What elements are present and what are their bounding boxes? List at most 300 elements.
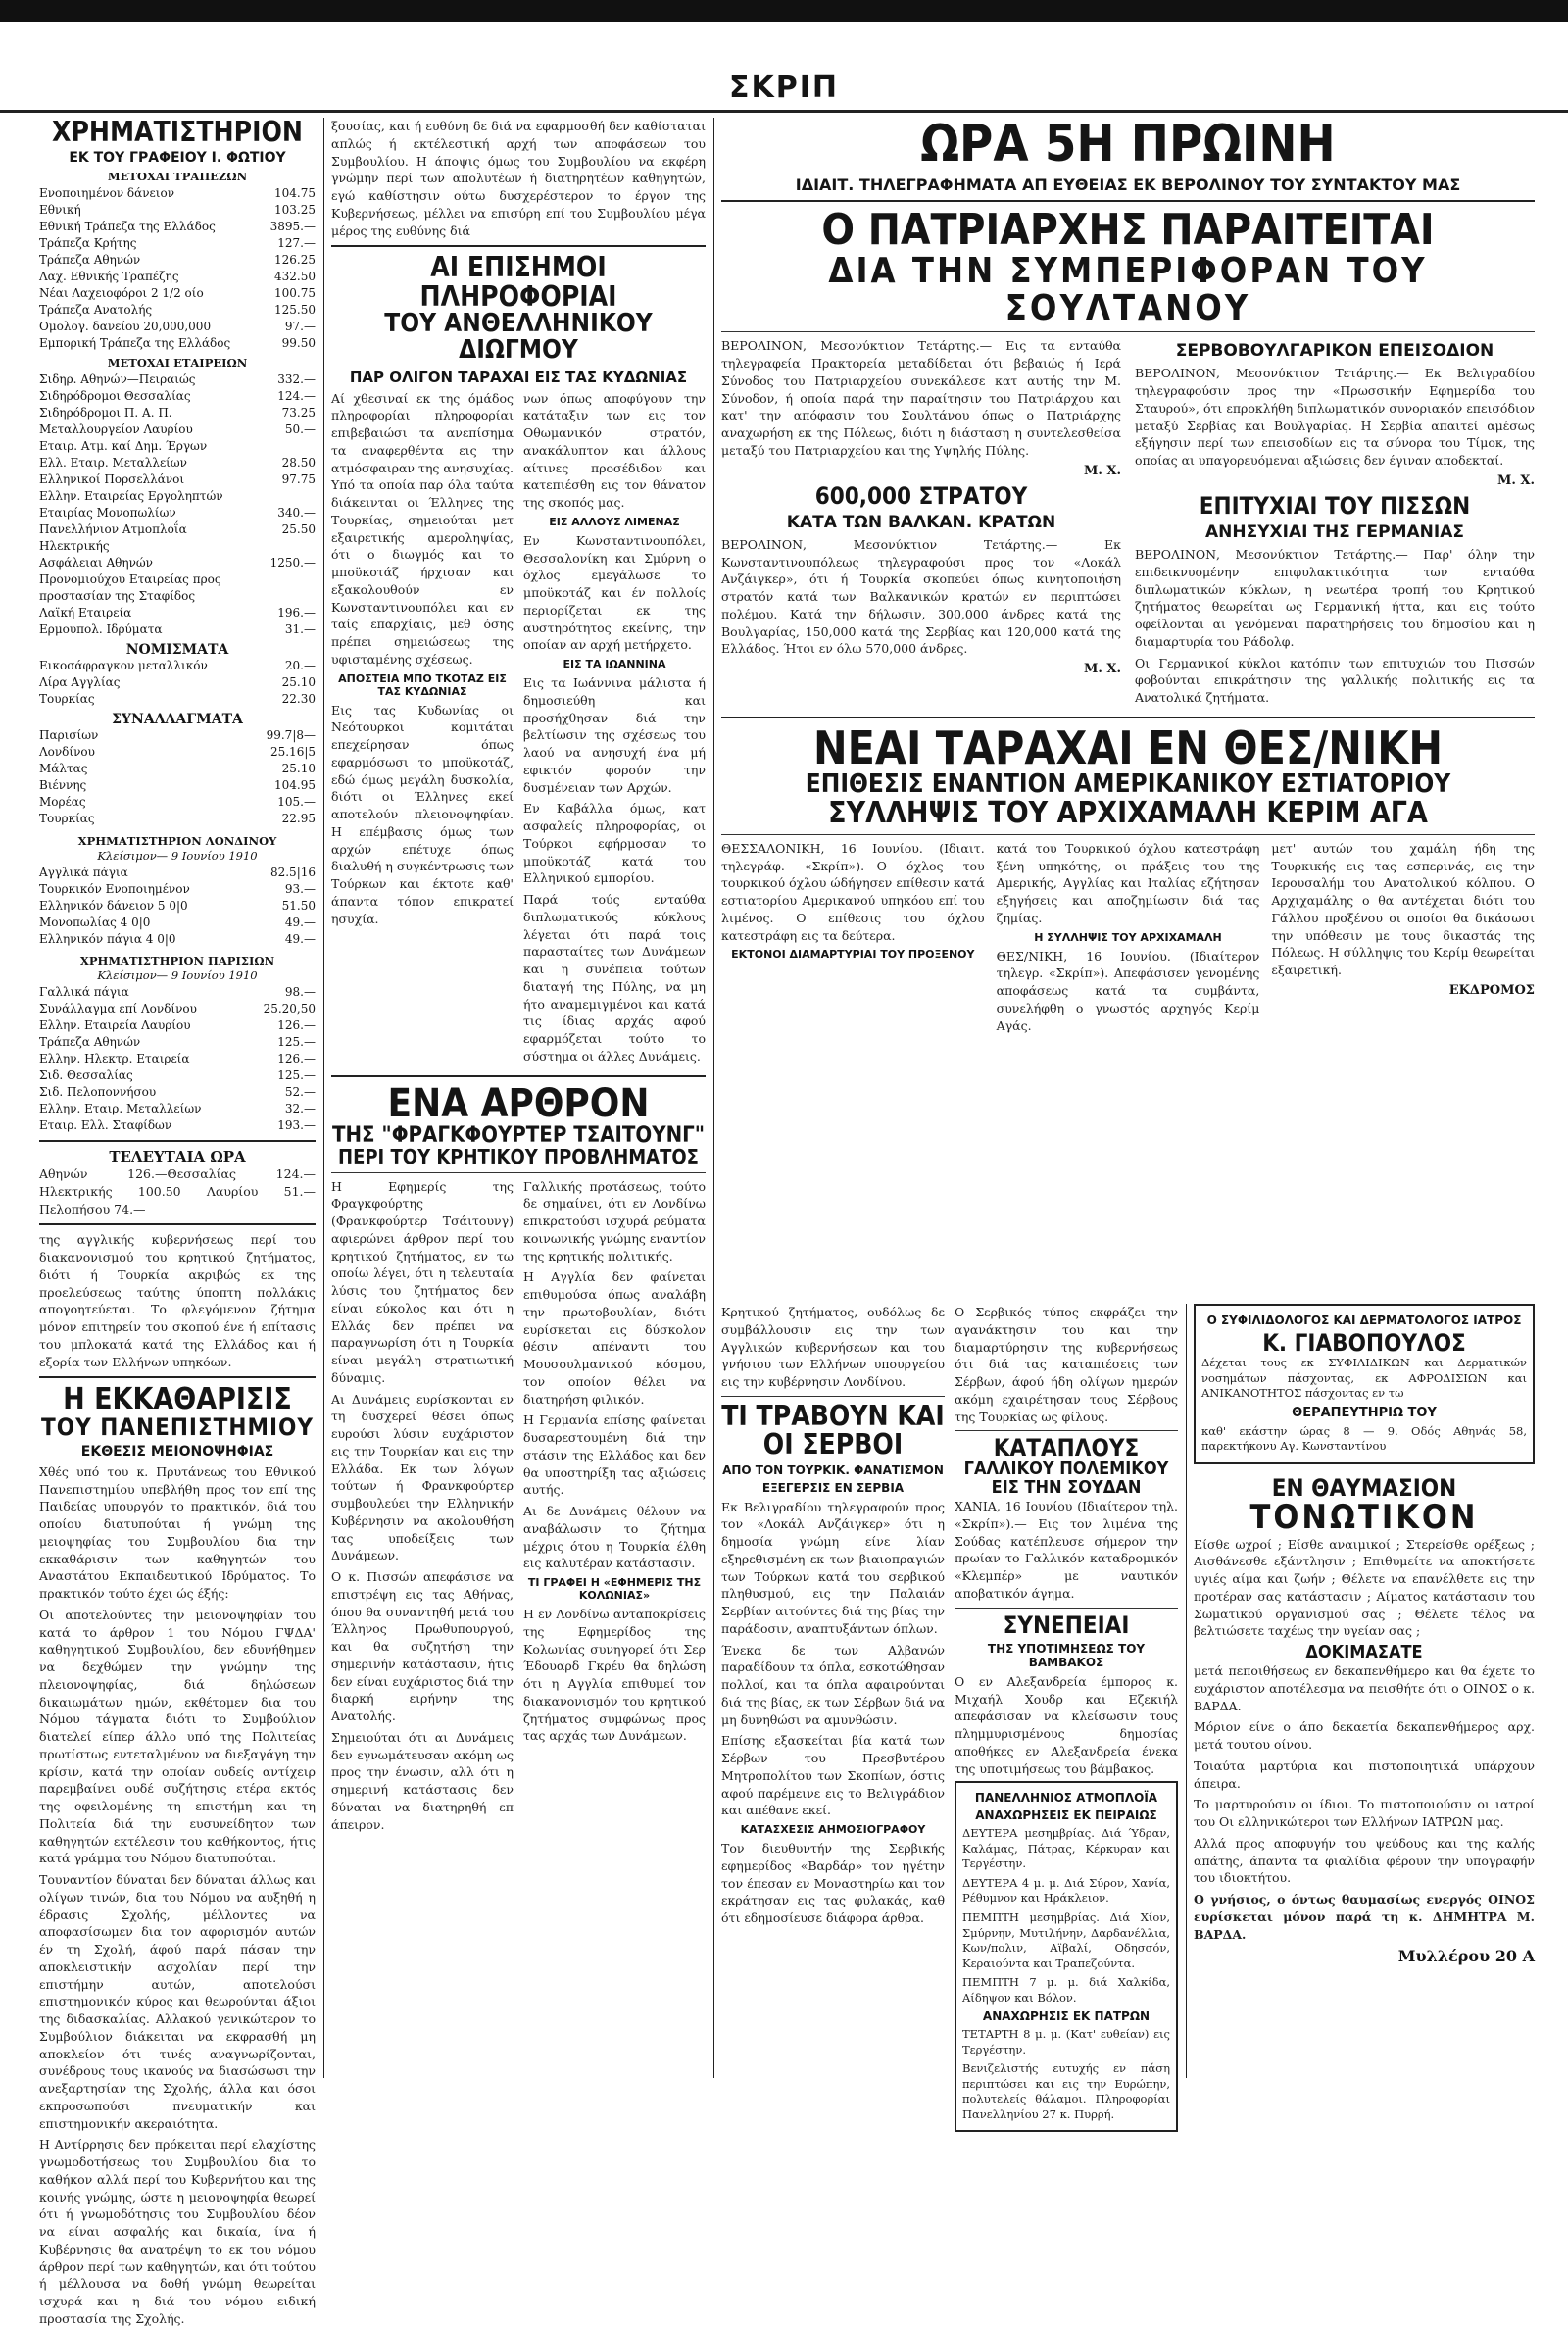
row-label: Ελλην. Εταιρ. Μεταλλείων [39,1101,202,1115]
shipping-subheadline-2: ΑΝΑΧΩΡΗΣΙΣ ΕΚ ΠΑΤΡΩΝ [982,2009,1151,2024]
divider [721,1396,945,1397]
row-label: Ερμουπολ. Ιδρύματα [39,622,163,637]
doctor-clinic: ΘΕΡΑΠΕΥΤΗΡΙΩ ΤΟΥ [1292,1405,1437,1420]
table-row [39,471,316,488]
paragraph: Η εν Λονδίνω ανταποκρίσεις της Εφημερίδος της Κολωνίας συνηγορεί ότι Σερ Έδουαρδ Γκρέυ θα δηλώση ότι η Αγγλία επιθυμεί τον διακανονισμόν του κρητικού ζητήματος συμφώνως προς τας αρχάς των Δυνάμεων. [523,1607,706,1744]
fleet-headline: ΚΑΤΑΠΛΟΥΣ [993,1434,1140,1462]
table-row [39,252,316,269]
paragraph: Εν Καβάλλα όμως, κατ ασφαλείς πληροφορίας, οι Τούρκοι εφήρμοσαν το μποϋκοτάζ κατά του Ελληνικού εμπορίου. [523,801,706,886]
cotton-subheadline: ΤΗΣ ΥΠΟΤΙΜΗΣΕΩΣ ΤΟΥ ΒΑΜΒΑΚΟΣ [987,1641,1146,1669]
university-paragraph: Χθές υπό του κ. Πρυτάνεως του Εθνικού Πανεπιστημίου υπεβλήθη προς τον επί της Παιδείας υπουργόν το πρακτικόν, διά του οποίου διατυπούται ή γνώμη της μειοψηφίας του Συμβουλίου δια την εκκαθάρισιν των καθηγητών του Αναστάτου Εκπαιδευτικού Ιδρύματος. Το πρακτικόν τούτο έχει ώς έξής: [39,1463,316,1602]
table-row [39,202,316,219]
paris-table [39,984,316,1134]
row-value [272,488,316,505]
article-right [523,1178,706,1838]
tonic-address: Μυλλέρου 20 Α [1397,1947,1535,1966]
divider [955,1608,1178,1609]
tonic-test-heading: ΔΟΚΙΜΑΣΑΤΕ [1305,1642,1423,1663]
row-label: Μονοπωλίας 4 0|0 [39,915,151,929]
signature: Μ. Χ. [1083,662,1121,677]
row-value: 31.— [284,622,316,637]
column-rule [323,118,324,2078]
table-row [39,744,316,761]
row-value: 52.— [284,1084,316,1099]
currency-table [39,658,316,708]
fleet-subheadline-1: ΓΑΛΛΙΚΟΥ ΠΟΛΕΜΙΚΟΥ [963,1459,1169,1480]
row-label: Πανελλήνιον Ατμοπλοΐα [39,522,187,537]
early-hour-subheadline: ΙΔΙΑΙΤ. ΤΗΛΕΓΡΑΦΗΜΑΤΑ ΑΠ ΕΥΘΕΙΑΣ ΕΚ ΒΕΡΟΛΙΝΟΥ ΤΟΥ ΣΥΝΤΑΚΤΟΥ ΜΑΣ [795,174,1461,194]
subheading: ΕΚΤΟΝΟΙ ΔΙΑΜΑΡΤΥΡΙΑΙ ΤΟΥ ΠΡΟΞΕΝΟΥ [731,948,975,962]
article-left [331,1178,514,1838]
telegram-right [1135,337,1535,710]
persecution-headline-2: ΤΟΥ ΑΝΘΕΛΛΗΝΙΚΟΥ ΔΙΩΓΜΟΥ [384,309,653,366]
article-continuation: της αγγλικής κυβερνήσεως περί του διακανονισμού του κρητικού ζητήματος, διότι ή Τουρκία ακριβώς εκ της προελεύσεως ταύτης ύποπτη πολλάκις απογοητεύεται. Το φλεγόμενον ζήτημα μόνον επιτηρείν του σκοπού ένε ή επίτασις του μπλοκατά κατά της Ελλάδος και ή εξορία των Ελλήνων υπηκόων. [39,1232,316,1369]
row-label: Σιδηρ. Αθηνών—Πειραιώς [39,371,196,386]
table-row [39,371,316,388]
row-label: Ελλ. Εταιρ. Μεταλλείων [39,455,187,470]
table-row [39,388,316,405]
scan-top-border [0,0,1568,22]
signature: ΕΚΔΡΟΜΟΣ [1448,982,1536,998]
row-value: 432.50 [274,270,316,284]
divider [39,1376,316,1378]
paragraph: Εκ Βελιγραδίου τηλεγραφούν προς τον «Λοκάλ Ανζάιγκερ» ότι η δημοσία γνώμη είνε λίαν εξηρεθισμένη εκ των βιαιοπραγιών των Τούρκων κατά του σερβικού πληθυσμού, εις την Παλαιάν Σερβίαν αιτούντες διά της βίας την παράδοσιν, αναπτυξάντων όπλων. [721,1499,945,1636]
row-value: 104.75 [274,185,316,200]
divider [331,1172,706,1173]
divider [39,1223,316,1225]
table-row [39,915,316,931]
row-label: Μεταλλουργείον Λαυρίου [39,421,193,436]
fleet-subheadline-2: ΕΙΣ ΤΗΝ ΣΟΥΔΑΝ [991,1477,1142,1499]
continued-text: ξουσίας, και ή ευθύνη δε διά να εφαρμοσθή δεν καθίσταται απλώς ή εκτέλεστική αρχή των αποφάσεων του Συμβουλίου. Η άποψις όμως του Συμβουλίου να εκφέρη γνώμην περί των απολυτέων ή διατηρητέων καθηγητών, εγώ καθίστησιν ούτω δυσχερέστερον το έργον της Κυβερνήσεως, μέλλει να επισύρη επί του Συμβουλίου μέγα μέρος της ευθύνης διά [331,119,706,238]
row-label: Εταιρ. Ατμ. καί Δημ. Έργων [39,438,208,453]
shipping-line: ΔΕΥΤΕΡΑ μεσημβρίας. Διά Ύδραν, Καλάμας, Πάτρας, Κέρκυραν και Τεργέστην. [962,1826,1170,1871]
row-label: Σιδ. Πελοποννήσου [39,1084,157,1099]
row-label: Λαϊκή Εταιρεία [39,606,132,620]
row-value: 25.20,50 [263,1001,316,1015]
table-row [39,269,316,285]
row-value: 196.— [277,606,316,620]
paragraph: ΘΕΣ/ΝΙΚΗ, 16 Ιουνίου. (Ιδιαίτερον τηλεγρ. «Σκρίπ»). Απεφάσισεν γενομένης αποφάσεως κατά τα συμβάντα, συνελήφθη ο γνωστός αρχηγός Κερίμ Αγάς. [996,948,1260,1033]
paragraph: Αι Δυνάμεις ευρίσκονται εν τη δυσχερεί θέσει όπως ευρούσι λύσιν ευχάριστον εις την Τουρκίαν και εις την Ελλάδα. Εκ των λόγων τούτων ή Φρανκφούρτερ συμβουλεύει την Ελληνικήν Κυβέρνησιν να ακολουθήση τας υποδείξεις των Δυνάμεων. [331,1391,514,1563]
paragraph: Αλλά προς αποφυγήν του ψεύδους και της καλής απάτης, άπαντα τα φιαλίδια φέρουν την υπογραφήν του ιδιοκτήτου. [1194,1835,1535,1886]
shipping-headline: ΠΑΝΕΛΛΗΝΙΟΣ ΑΤΜΟΠΛΟΪΑ [974,1791,1158,1806]
row-value: 82.5|16 [270,865,316,879]
subheading: ΚΑΤΑΣΧΕΣΙΣ ΑΗΜΟΣΙΟΓΡΑΦΟΥ [740,1823,926,1837]
lower-news-right [955,1304,1178,2132]
university-paragraph: Οι αποτελούντες την μειονοψηφίαν του κατά το άρθρον 1 του Νόμου ΓΨΔΑ' καθηγητικού Συμβουλίου, δεν εδυνήθημεν να δεχθώμεν την γνώμην της πλειονοψηφίας, διά δηλώσεων δικαιωμάτων ημών, εκθέτομεν δια του Νόμου τάγματα διότι το Συμβούλιον διατελεί είπερ άλλο υπό της Πολιτείας πρωτίστως εντεταλμένον να διεξαγάγη την κρίσιν, κατά την οποίαν ουδείς αντίχειρ παρεμβαίνει ουδέ συζήτησις ετέρα εκτός της οφειλομένης τη επιστήμη και τη Πολιτεία διά την ευσυνείδητον των καθηγητών εκτέλεσιν του καθήκοντος, ήτις κατά γράμμα του Νόμου διατυπούται. [39,1607,316,1866]
lower-news-left [721,1304,945,2132]
serb-bulgar-headline: ΣΕΡΒΟΒΟΥΛΓΑΡΙΚΟΝ ΕΠΕΙΣΟΔΙΟΝ [1175,341,1494,362]
table-row [39,455,316,471]
row-label: Βιέννης [39,778,87,793]
doctor-hours: καθ' εκάστην ώρας 8 — 9. Οδός Αθηνάς 58, παρεκτήκονυ Αγ. Κωνσταντίνου [1201,1423,1527,1454]
row-value: 1250.— [270,556,316,570]
table-row [39,335,316,352]
row-value: 22.30 [281,692,316,707]
paragraph: Γαλλικής προτάσεως, τούτο δε σημαίνει, ότι εν Λονδίνω επικρατούσι ισχυρά ρεύματα κοινωνικής γνώμης εναντίον της κρητικής πολιτικής. [523,1178,706,1263]
table-row [39,319,316,335]
persecution-right [523,390,706,1069]
paragraph: μετά πεποιθήσεως εν δεκαπενθήμερο και θα έχετε το ευχάριστον αποτέλεσμα να πεισθήτε ότι ο ΟΙΝΟΣ ο κ. ΒΑΡΔΑ. [1194,1663,1535,1713]
row-value: 99.7|8— [266,728,316,743]
article-title: ΕΝΑ ΑΡΘΡΟΝ [387,1080,650,1126]
row-value: 103.25 [274,202,316,217]
army-subheadline: ΚΑΤΑ ΤΩΝ ΒΑΛΚΑΝ. ΚΡΑΤΩΝ [786,512,1056,532]
persecution-body [331,390,706,1069]
row-value: 125.— [277,1067,316,1082]
table-row [39,865,316,881]
row-label: Τράπεζα Ανατολής [39,303,153,318]
paragraph: μετ' αυτών του χαμάλη ήδη της Τουρκικής εις τας εσπερινάς, εις την Ιερουσαλήμ του Ανατολικού κόλπου. Ο Αρχιχαμάλης ο θα αντέχεται διότι του Γάλλου προξένου οι οποίοι θα δικάσωσι την υπόθεσιν με τους δικαστάς της Πόλεως. Η σύλληψις του Κερίμ θεωρείται εξαιρετική. [1271,840,1536,978]
table-row [39,555,316,571]
divider [39,1140,316,1142]
row-label: Εικοσάφραγκον μεταλλικόν [39,659,208,673]
persecution-subheadline: ΠΑΡ ΟΛΙΓΟΝ ΤΑΡΑΧΑΙ ΕΙΣ ΤΑΣ ΚΥΔΩΝΙΑΣ [349,368,688,386]
table-row [39,898,316,915]
table-row [39,571,316,605]
row-label: Ελλην. Εταιρείας Εργοληπτών [39,488,223,503]
row-value: 20.— [284,659,316,673]
row-value: 51.50 [281,898,316,913]
row-value: 105.— [277,795,316,810]
column-ads [1194,1304,1535,2078]
thessaloniki-col-c [1271,840,1535,1039]
row-label: Νέαι Λαχειοφόροι 2 1/2 οίο [39,286,204,301]
row-value: 98.— [284,984,316,999]
table-row [39,727,316,744]
paragraph: Εις τα Ιωάννινα μάλιστα ή δημοσιεύθη και προσήχθησαν διά την βελτίωσιν της σχέσεως του λαού να ανησυχή ένα μή εφικτόν φορούν την δυσμένειαν των Αρχών. [523,675,706,795]
shipping-line: ΠΕΜΠΤΗ μεσημβρίας. Διά Χίον, Σμύρνην, Μυτιλήνην, Δαρδανέλλια, Κων/πολιν, Αϊβαλί, Οδησσόν, Κεραιούντα και Τραπεζούντα. [962,1909,1170,1970]
row-label: Ελληνικοί Πορσελλάνοι [39,471,185,486]
paris-heading: ΧΡΗΜΑΤΙΣΤΗΡΙΟΝ ΠΑΡΙΣΙΩΝ [79,953,275,967]
paragraph: ΒΕΡΟΛΙΝΟΝ, Μεσονύκτιον Τετάρτης.— Παρ' όλην την επιδεικνυομένην επιφυλακτικότητα των ενταύθα διπλωματικών κύκλων, η νεωτέρα τροπή του Κρητικού ζητήματος θεωρείται ως Γερμανική ήττα, και εις τούτο οφείλονται αι γενόμεναι παρατηρήσεις του δημοσίου και η διαμαρτυρία του Ράδολφ. [1135,547,1535,649]
article-subtitle-2: ΠΕΡΙ ΤΟΥ ΚΡΗΤΙΚΟΥ ΠΡΟΒΛΗΜΑΤΟΣ [338,1144,699,1168]
table-row [39,1017,316,1034]
thessaloniki-col-a [721,840,985,1039]
paragraph: ΒΕΡΟΛΙΝΟΝ, Μεσονύκτιον Τετάρτης.— Εις τα ενταύθα τηλεγραφεία Πρακτορεία μεταδίδεται ότι βεβαιώς ή Ιερά Σύνοδος του Πατριαρχείου συνεκάλεσε κατ αυτής την Μ. Σύνοδον, ή οποία παρά την παραίτησιν του Πατριάρχου και κατ' την απόφασιν του Σουλτάνου όπως ο Πατριάρχης αναχωρήση εκ της Πόλεως, διότι η διάσταση η συντελεσθείσα μεταξύ του Πατριαρχείου και της Υψηλής Πύλης. [721,338,1121,458]
subheading: ΑΠΟΣΤΕΙΑ ΜΠΟ ΤΚΟΤΑΖ ΕΙΣ ΤΑΣ ΚΥΔΩΝΙΑΣ [338,671,507,698]
signature: Μ. Χ. [1083,463,1121,478]
row-label: Ελλην. Εταιρεία Λαυρίου [39,1017,191,1032]
table-row [39,505,316,521]
row-value: 97.75 [281,471,316,486]
table-row [39,235,316,252]
thessaloniki-subheadline-2: ΣΥΛΛΗΨΙΣ ΤΟΥ ΑΡΧΙΧΑΜΑΛΗ ΚΕΡΙΜ ΑΓΑ [828,796,1428,831]
row-label: Εταιρίας Μονοπωλίων [39,505,176,520]
table-row [39,984,316,1001]
row-value: 193.— [277,1117,316,1132]
paragraph: Ένεκα δε των Αλβανών παραδίδουν τα όπλα, εσκοτώθησαν πολλοί, και τα όπλα αφαιρούνται διά της βίας, εκ των Σέρβων διά να μη δυνηθώσι να αμυνθώσιν. [721,1642,945,1727]
row-label: Ελληνικόν πάγια 4 0|0 [39,931,176,946]
table-row [39,219,316,235]
row-label: Σιδ. Θεσσαλίας [39,1067,133,1082]
article-subtitle-1: ΤΗΣ "ΦΡΑΓΚΦΟΥΡΤΕΡ ΤΣΑΙΤΟΥΝΓ" [331,1122,706,1148]
companies-heading: ΜΕΤΟΧΑΙ ΕΤΑΙΡΕΙΩΝ [107,356,248,371]
shipping-advert [955,1781,1178,2132]
row-label: Λίρα Αγγλίας [39,675,121,690]
banks-heading: ΜΕΤΟΧΑΙ ΤΡΑΠΕΖΩΝ [107,170,248,184]
row-value [272,438,316,455]
paragraph: Ο Σερβικός τύπος εκφράζει την αγανάκτησιν του και την διαμαρτύρησιν της κυβερνήσεως ότι διά τας καταπιέσεις των Σέρβων, άφού ήδη ολίγων ημερών ακόμη εχαιρέτησαν τους Σέρβους της Τουρκίας ως φίλους. [955,1305,1178,1424]
table-row [39,761,316,777]
paragraph: ΘΕΣΣΑΛΟΝΙΚΗ, 16 Ιουνίου. (Ιδιαιτ. τηλεγράφ. «Σκρίπ»).—Ο όχλος του τουρκικού όχλου ώδήγησεν επίθεσιν κατά εστιατορίου Αμερικανού υπηκόου επί του λιμένος. Ο επίθεσις του όχλου κατεστράφη εις τα δεύτερα. [721,840,985,943]
column-rule [713,118,714,2078]
table-row [39,691,316,708]
patriarch-headline: Ο ΠΑΤΡΙΑΡΧΗΣ ΠΑΡΑΙΤΕΙΤΑΙ [821,204,1435,255]
pichon-headline: ΕΠΙΤΥΧΙΑΙ ΤΟΥ ΠΙΣΣΩΝ [1199,491,1471,520]
row-value: 73.25 [281,405,316,420]
row-label: Ελλην. Ηλεκτρ. Εταιρεία [39,1051,190,1065]
thessaloniki-headline: ΝΕΑΙ ΤΑΡΑΧΑΙ ΕΝ ΘΕΣ/ΝΙΚΗ [813,720,1443,774]
row-label: Συνάλλαγμα επί Λονδίνου [39,1001,197,1015]
university-subtitle: ΕΚΘΕΣΙΣ ΜΕΙΟΝΟΨΗΦΙΑΣ [80,1443,274,1460]
persecution-headline: ΑΙ ΕΠΙΣΗΜΟΙ ΠΛΗΡΟΦΟΡΙΑΙ [419,251,617,313]
thessaloniki-body [721,840,1535,1039]
row-value: 126.— [277,1051,316,1065]
last-hour-text: Αθηνών 126.—Θεσσαλίας 124.—Ηλεκτρικής 100.50 Λαυρίου 51.— Πελοπήσου 74.— [39,1166,316,1216]
patriarch-subheadline: ΔΙΑ ΤΗΝ ΣΥΜΠΕΡΙΦΟΡΑΝ ΤΟΥ ΣΟΥΛΤΑΝΟΥ [828,250,1428,328]
table-row [39,605,316,621]
divider [331,1075,706,1077]
article-body [331,1178,706,1838]
paragraph: Παρά τούς ενταύθα διπλωματικούς κύκλους λέγεται ότι παρά τοις παρασταίτες των Δυνάμεων και η συνέπεια τούτων διαταγή της Πύλης, να μη ήτο αναμεμιγμένοι και κατά τις ίδιας αρχάς αφού εφαρμόζεται τούτο το σύστημα οι άλλες Δυνάμεις. [523,892,706,1064]
divider [331,245,706,247]
row-value: 25.10 [281,675,316,690]
paragraph: Ο εν Αλεξανδρεία έμπορος κ. Μιχαήλ Χουδρ και Εζεκιήλ απεφάσισαν να κλείσωσιν τους πλημμυρισμένους δημοσίας αποθήκες εν Αλεξανδρεία ένεκα της υποτιμήσεως του βάμβακος. [955,1673,1178,1776]
masthead: ΣΚΡΙΠ [729,71,839,105]
divider [721,834,1535,835]
row-value: 49.— [284,931,316,946]
doctor-advert [1194,1304,1535,1464]
fx-heading: ΣΥΝΑΛΛΑΓΜΑΤΑ [112,712,243,728]
table-row [39,931,316,948]
table-row [39,1067,316,1084]
paragraph: Ο κ. Πισσών απεφάσισε να επιστρέψη εις τας Αθήνας, όπου θα συναντηθή μετά του Έλληνος Πρωθυπουργού, και θα συζητήση την σημερινήν κατάστασιν, ήτις δεν είναι ευχάριστος διά την διαρκή ειρήνην της Ανατολής. [331,1569,514,1724]
row-value: 49.— [284,915,316,929]
row-value: 25.50 [281,522,316,537]
divider [721,331,1535,332]
table-row [39,674,316,691]
army-headline: 600,000 ΣΤΡΑΤΟΥ [814,481,1028,510]
row-label: Εμπορική Τράπεζα της Ελλάδος [39,336,231,351]
row-label: Ηλεκτρικής [39,539,110,554]
fx-table [39,727,316,827]
row-label: Λαχ. Εθνικής Τραπέζης [39,270,179,284]
table-row [39,302,316,319]
shipping-line: ΤΕΤΑΡΤΗ 8 μ. μ. (Κατ' ευθείαν) εις Τεργέστην. [962,2027,1170,2056]
row-value: 125.— [277,1034,316,1049]
divider [721,200,1535,202]
column-articles [331,118,706,2078]
row-value: 3895.— [270,219,316,233]
row-label: Σιδηρόδρομοι Π. Α. Π. [39,405,172,420]
row-value: 50.— [284,421,316,436]
table-row [39,1051,316,1067]
row-label: Τουρκικόν Ενοποιημένον [39,881,190,896]
masthead-rule [0,110,1568,113]
companies-table [39,371,316,639]
exchange-subtitle: ΕΚ ΤΟΥ ΓΡΑΦΕΙΟΥ Ι. ΦΩΤΙΟΥ [69,150,286,167]
table-row [39,621,316,638]
university-paragraph: Η Αντίρρησις δεν πρόκειται περί ελαχίστης γνωμοδοτήσεως του Συμβουλίου δια το καθήκον αλλά περί του Κυβερνήτου και της κοινής γνώμης, ώστε η μειονοψηφία θεωρεί ότι ή γνωμοδότησις του Συμβουλίου δέον να είναι ασφαλής και δικαία, ίνα ή Κυβέρνησις θα ανατρέψη το εκ του νόμου άρθρον περί των καθηγητών, και ότι τούτου ή μέλλουσα να δοθή γνώμη θεωρείται ισχυρά και η διά του νόμου ειδική προστασία της Σχολής. [39,2137,316,2326]
table-row [39,811,316,827]
column-telegrams [721,115,1536,1294]
paragraph: Οι Γερμανικοί κύκλοι κατόπιν των επιτυχιών του Πισσών φοβούνται επικράτησιν της γαλλικής πολιτικής εις τα Ανατολικά ζητήματα. [1135,655,1535,706]
tonic-headline-1: ΕΝ ΘΑΥΜΑΣΙΟΝ [1271,1473,1457,1502]
shipping-subheadline: ΑΝΑΧΩΡΗΣΕΙΣ ΕΚ ΠΕΙΡΑΙΩΣ [975,1808,1157,1823]
row-value: 93.— [284,881,316,896]
row-label: Τράπεζα Αθηνών [39,1034,141,1049]
table-row [39,777,316,794]
row-label: Εταιρ. Ελλ. Σταφίδων [39,1117,172,1132]
table-row [39,185,316,202]
doctor-title: Ο ΣΥΦΙΛΙΔΟΛΟΓΟΣ ΚΑΙ ΔΕΡΜΑΤΟΛΟΓΟΣ ΙΑΤΡΟΣ [1206,1313,1522,1327]
row-label: Τουρκίας [39,812,95,826]
exchange-title: ΧΡΗΜΑΤΙΣΤΗΡΙΟΝ [52,116,303,148]
row-label: Προνομιούχου Εταιρείας προς προστασίαν της Σταφίδος [39,572,221,604]
column-exchange [39,116,316,2326]
thessaloniki-subheadline-1: ΕΠΙΘΕΣΙΣ ΕΝΑΝΤΙΟΝ ΑΜΕΡΙΚΑΝΙΚΟΥ ΕΣΤΙΑΤΟΡΙΟΥ [805,769,1451,800]
paragraph: ΧΑΝΙΑ, 16 Ιουνίου (Ιδιαίτερον τηλ. «Σκρίπ»).— Εις τον λιμένα της Σούδας κατέπλευσε σήμερον την πρωίαν το Γαλλικόν καταδρομικόν «Κλεμπέρ» με ναυτικόν αποβατικόν άγημα. [955,1499,1178,1601]
divider [721,717,1535,718]
tonic-headline-2: ΤΟΝΩΤΙΚΟΝ [1250,1497,1479,1537]
paragraph: Ο γνήσιος, ο όντως θαυμασίως ενεργός ΟΙΝΟΣ ευρίσκεται μόνον παρά τη κ. ΔΗΜΗΤΡΑ Μ. ΒΑΡΔΑ. [1194,1892,1535,1942]
table-row [39,538,316,555]
serbs-subheadline-2: ΕΞΕΓΕΡΣΙΣ ΕΝ ΣΕΡΒΙΑ [761,1480,905,1495]
serbs-subheadline: ΑΠΟ ΤΟΝ ΤΟΥΡΚΙΚ. ΦΑΝΑΤΙΣΜΟΝ [722,1462,944,1477]
early-hour-headline: ΩΡΑ 5Η ΠΡΩΙΝΗ [920,115,1336,173]
row-label: Ενοποιημένον δάνειον [39,185,174,200]
doctor-name: Κ. ΓΙΑΒΟΠΟΥΛΟΣ [1262,1329,1466,1357]
row-label: Τράπεζα Κρήτης [39,236,137,250]
paragraph: Τοιαύτα μαρτύρια και πιστοποιητικά υπάρχουν άπειρα. [1194,1758,1535,1791]
paragraph: Εις τας Κυδωνίας οι Νεότουρκοι κομιτάται επεχείρησαν όπως εφαρμόσωσι το μποϋκοτάζ, εδώ όμως μεγάλη δυσκολία, διότι οι Έλληνες εκεί αποτελούν πλειονοψηφίαν. Η επέμβασις όμως των αρχών επέτυχε όπως διαλυθή η συγκέντρωσις των Τούρκων και έκτοτε καθ' άπαντα τόπον επικρατεί ησυχία. [331,702,514,926]
currency-heading: ΝΟΜΙΣΜΑΤΑ [125,642,229,659]
paris-date: Κλείσιμον— 9 Ιουνίου 1910 [97,968,258,983]
row-label: Αγγλικά πάγια [39,865,128,879]
row-label: Ελληνικόν δάνειον 5 0|0 [39,898,188,913]
row-value: 126.— [277,1017,316,1032]
table-row [39,405,316,421]
signature: Μ. Χ. [1496,472,1535,488]
subheading: Η ΣΥΛΛΗΨΙΣ ΤΟΥ ΑΡΧΙΧΑΜΑΛΗ [1034,930,1222,944]
serbs-headline: ΤΙ ΤΡΑΒΟΥΝ ΚΑΙ ΟΙ ΣΕΡΒΟΙ [721,1399,945,1461]
paragraph: νων όπως αποφύγουν την κατάταξιν των εις τον Οθωμανικόν στρατόν, ανακάλυπτον και άλλους αίτινες προσέδιδον και κατεπιέσθη εις τον θάνατον της σκοπός μας. [523,390,706,511]
divider [955,1430,1178,1431]
paragraph: Η Γερμανία επίσης φαίνεται δυσαρεστουμένη διά την στάσιν της Ελλάδος και δεν θα υποστηρίξη τας αξιώσεις αυτής. [523,1412,706,1498]
row-label: Εθνική [39,202,81,217]
university-title-1: Η ΕΚΚΑΘΑΡΙΣΙΣ [63,1382,292,1417]
row-label: Τράπεζα Αθηνών [39,253,141,268]
paragraph: Η Αγγλία δεν φαίνεται επιθυμούσα όπως αναλάβη την πρωτοβουλίαν, διότι ευρίσκεται εις δύσκολον θέσιν απέναντι του Μουσουλμανικού κόσμου, τον οποίον θέλει να διατηρήση φιλικόν. [523,1269,706,1407]
table-row [39,1117,316,1134]
table-row [39,438,316,455]
paragraph: ΒΕΡΟΛΙΝΟΝ, Μεσονύκτιον Τετάρτης.— Εκ Κωνσταντινουπόλεως τηλεγραφούσι προς τον «Λοκάλ Ανζάιγκερ», ότι ή Τουρκία σκοπεύει όπως κινητοποιήση στρατόν κατά των Βαλκανικών κρατών εν περιπτώσει πολέμου. Κατά την δήλωσιν, 300,000 άνδρες κατά της Βουλγαρίας, 150,000 κατά της Σερβίας και 120,000 κατά της Ελλάδος. Ήτοι εν όλω 570,000 άνδρες. [721,536,1121,657]
row-label: Σιδηρόδρομοι Θεσσαλίας [39,388,191,403]
paragraph: Μόριον είνε ο άπο δεκαετία δεκαπενθήμερος αρχ. μετά τουτου οίνου. [1194,1719,1535,1753]
paragraph: Η Εφημερίς της Φραγκφούρτης (Φρανκφούρτερ Τσάιτουνγ) αφιερώνει άρθρον περί του κρητικού ζητήματος, εν τω οποίω λέγει, ότι η τελευταία λύσις του ζητήματος δεν είναι εύκολος και ότι η Ελλάς δεν πρέπει να παραγνωρίση ότι η Τουρκία είναι μεγάλη στρατιωτική δύναμις. [331,1178,514,1385]
row-value: 127.— [277,236,316,250]
row-label: Εθνική Τράπεζα της Ελλάδος [39,219,216,233]
paragraph: Τον διευθυντήν της Σερβικής εφημερίδος «Βαρδάρ» τον ηγέτην τον έπεσαν εν Μοναστηρίω και τον εκράτησαν εις τας φυλακάς, καθ ότι εδημοσίευσε διάφορα άρθρα. [721,1841,945,1926]
row-value: 125.50 [274,303,316,318]
university-title-2: ΤΟΥ ΠΑΝΕΠΙΣΤΗΜΙΟΥ [41,1412,314,1441]
paragraph: Το μαρτυρούσιν οι ίδιοι. Το πιστοποιούσιν οι ιατροί του Οι ελληνικώτεροι των Ελλήνων ΙΑΤΡΩΝ μας. [1194,1797,1535,1830]
row-value: 99.50 [281,336,316,351]
row-label: Γαλλικά πάγια [39,984,129,999]
row-value: 22.95 [281,812,316,826]
row-label: Ασφάλειαι Αθηνών [39,556,153,570]
pichon-subheadline: ΑΝΗΣΥΧΙΑΙ ΤΗΣ ΓΕΡΜΑΝΙΑΣ [1204,522,1465,543]
column-lower-news [721,1304,1178,2121]
paragraph: Αί χθεσιναί εκ της όμάδος πληροφορίαι πληροφορίαι επιβεβαιώσι τα ανεπίσημα τα αναφερθέντα εις την ατμόσφαιραν της ανησυχίας. Υπό τα οποία παρ όλα ταύτα διάκεινται οι Έλληνες της Τουρκίας, σημειούται μετ εξαιρετικής αμεροληψίας, ότι ο διωγμός και το μποϋκοτάζ ήρχισαν και εξακολουθούν εν Κωνσταντινουπόλει και εν ταίς επαρχίαις, μεθ όσης πρέπει σημειώσεως της υφισταμένης σχέσεως. [331,390,514,667]
paragraph: Κρητικού ζητήματος, ουδόλως δε συμβάλλουσιν εις την των Αγγλικών κυβερνήσεων και του γνήσιου των Ελλήνων υπουργείου εις την κυβέρνησιν Λονδίνου. [721,1305,945,1389]
row-value [272,571,316,605]
cotton-headline: ΣΥΝΕΠΕΙΑΙ [1003,1610,1130,1639]
subheading: ΕΙΣ ΑΛΛΟΥΣ ΛΙΜΕΝΑΣ [549,515,680,528]
row-label: Τουρκίας [39,692,95,707]
paragraph: ΒΕΡΟΛΙΝΟΝ, Μεσονύκτιον Τετάρτης.— Εκ Βελιγραδίου τηλεγραφούσιν προς την «Πρωσσικήν Εφημερίδα του Σταυρού», ότι επροκλήθη διπλωματικόν συνοριακόν επεισόδιον μεταξύ Σερβίας και Βουλγαρίας. Η Σερβία απαιτεί αμέσως εξήγησιν περί των επεισοδίων εις τα σύνορα του Τίμοκ, της οποίας αι υπαγορευόμεναι αξιώσεις δεν έγιναν αποδεκταί. [1135,366,1535,469]
persecution-left [331,390,514,1069]
table-row [39,521,316,538]
paragraph: Είσθε ωχροί ; Είσθε αναιμικοί ; Στερείσθε ορέξεως ; Αισθάνεσθε εξάντλησιν ; Επιθυμείτε να αποκτήσετε υγιές αίμα και ζωήν ; Θέλετε να επανέλθετε εις την προτέραν σας κατάστασιν ; Αίματος κατάστασιν του Σωματικού οργανισμού σας ; Θέλετε τέλος να βελτιώσετε ταχέως την υγείαν σας ; [1194,1536,1535,1639]
table-row [39,794,316,811]
last-hour-heading: ΤΕΛΕΥΤΑΙΑ ΩΡΑ [109,1148,246,1166]
london-date: Κλείσιμον— 9 Ιουνίου 1910 [97,849,258,864]
row-value: 97.— [284,320,316,334]
row-label: Λονδίνου [39,745,95,760]
table-row [39,658,316,674]
london-table [39,865,316,948]
doctor-text: Δέχεται τους εκ ΣΥΦΙΛΙΔΙΚΩΝ και Δερματικών νοσημάτων πάσχοντας, εκ ΑΦΡΟΔΙΣΙΩΝ και ΑΝΙΚΑΝΟΤΗΤΟΣ πάσχοντας εν τω [1201,1356,1527,1401]
paragraph: κατά του Τουρκικού όχλου κατεστράφη ξένη υπηκότης, οι πράξεις του της Αμερικής, Αγγλίας και Ιταλίας εζήτησαν εξηγήσεις και αποζημίωσιν διά τας ζημίας. [996,840,1260,925]
shipping-line: Βενιζελιστής ευτυχής εν πάση περιπτώσει και εις την Ευρώπην, πολυτελείς θάλαμοι. Πληροφορίαι Πανελληνίου 27 κ. Πυρρή. [962,2061,1170,2121]
telegram-grid [721,337,1535,710]
row-value: 100.75 [274,286,316,301]
row-label: Παρισίων [39,728,99,743]
shipping-line: ΔΕΥΤΕΡΑ 4 μ. μ. Διά Σύρον, Χανία, Ρέθυμνον και Ηράκλειον. [962,1875,1170,1906]
london-heading: ΧΡΗΜΑΤΙΣΤΗΡΙΟΝ ΛΟΝΔΙΝΟΥ [77,833,277,848]
row-label: Μάλτας [39,762,88,776]
paragraph: Επίσης εξασκείται βία κατά των Σέρβων του Πρεσβυτέρου Μητροπολίτου των Σκοπίων, όστις αφού παρέμεινε εις το Βελιγράδιον και απέθανε εκεί. [721,1733,945,1818]
row-value: 104.95 [274,778,316,793]
row-value: 28.50 [281,455,316,470]
row-label: Ομολογ. δανείου 20,000,000 [39,320,212,334]
table-row [39,1001,316,1017]
banks-table [39,185,316,352]
row-value: 124.— [277,388,316,403]
lower-news-grid [721,1304,1178,2132]
row-value: 126.25 [274,253,316,268]
subheading: ΤΙ ΓΡΑΦΕΙ Η «ΕΦΗΜΕΡΙΣ ΤΗΣ ΚΟΛΩΝΙΑΣ» [527,1576,702,1603]
row-label: Μορέας [39,795,86,810]
table-row [39,285,316,302]
table-row [39,488,316,505]
row-value: 25.10 [281,762,316,776]
table-row [39,1101,316,1117]
thessaloniki-col-b [997,840,1260,1039]
shipping-line: ΠΕΜΠΤΗ 7 μ. μ. διά Χαλκίδα, Αίδηψον και Βόλον. [962,1975,1170,2005]
paragraph: Αι δε Δυνάμεις θέλουν να αναβάλωσιν το ζήτημα μέχρις ότου η Τουρκία έλθη εις καλυτέραν κατάστασιν. [523,1504,706,1571]
table-row [39,881,316,898]
row-value: 332.— [277,371,316,386]
table-row [39,1034,316,1051]
university-paragraph: Τουναντίον δύναται δεν δύναται άλλως και ολίγων τινών, δια του Νόμου να αυξηθή η έδρασις Σχολής, μέλλοντες να αποφασίσωμεν δια τον αφορισμόν αυτών έν τη Σχολή, άφού παρά πάσαν την αποκλειστικήν ασχολίαν περί την επιστήμην αυτών, αποτελούσι επιστημονικόν κύρος και θεωρούνται άξιοι της διδασκαλίας. Αλλακού γενικώτερον το Συμβούλιον διάκειται να εκφρασθή μη αποκλείον ότι τινές αναγνωρίζονται, συνέδρους τους ικανούς να διασώσωσι την ανεξαρτησίαν της Σχολής, άλλα και όσοι εκπροσωπούσι πνευματικήν και επιστημονικήν ακεραιότητα. [39,1872,316,2131]
row-value: 25.16|5 [270,745,316,760]
column-rule [1186,1304,1187,2078]
subheading: ΕΙΣ ΤΑ ΙΩΑΝΝΙΝΑ [563,658,666,671]
